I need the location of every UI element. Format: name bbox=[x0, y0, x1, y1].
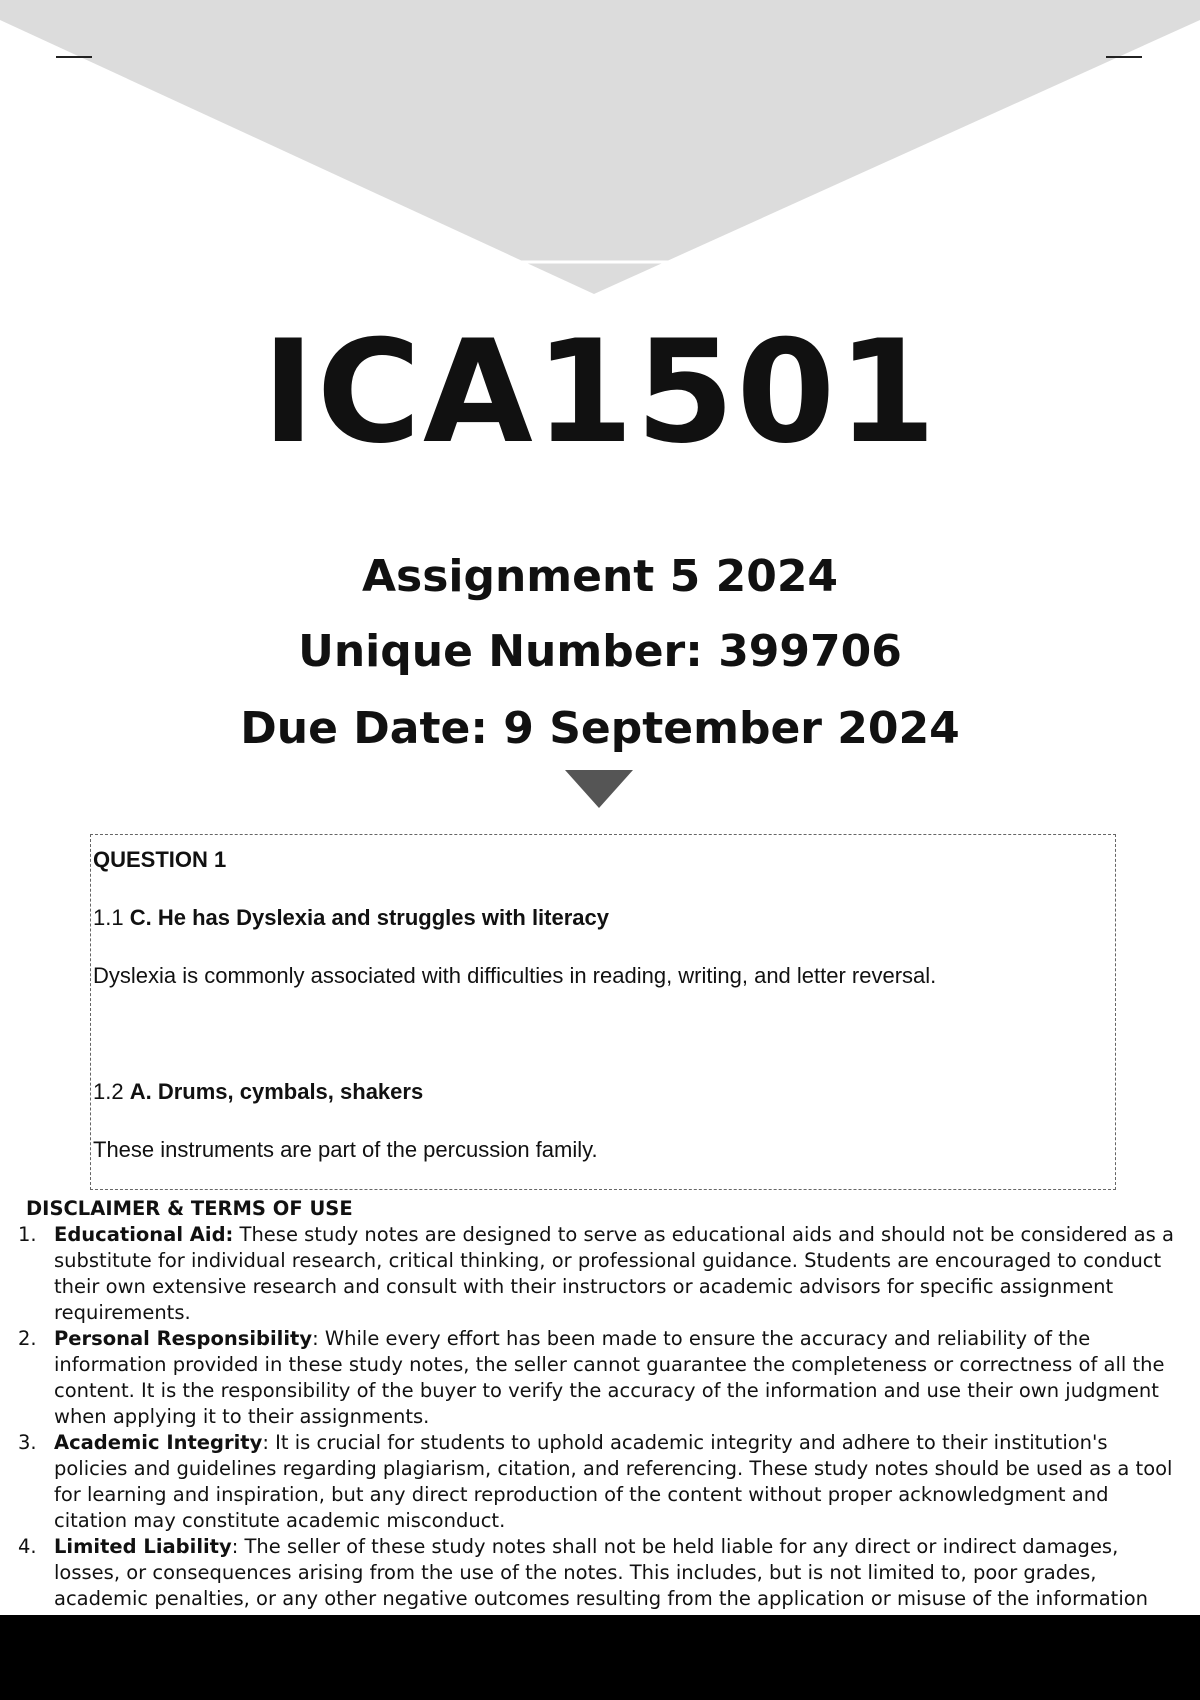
assignment-title: Assignment 5 2024 bbox=[361, 551, 839, 602]
term-item-academic-integrity bbox=[0, 1430, 1200, 1534]
term-heading: Limited Liability bbox=[54, 1535, 232, 1558]
due-date-line bbox=[0, 703, 1200, 754]
term-item-educational-aid bbox=[0, 1222, 1200, 1326]
answer-1-2 bbox=[93, 1079, 423, 1105]
unique-number-label: Unique Number: bbox=[298, 626, 703, 677]
module-code-title: ICA1501 bbox=[261, 310, 939, 475]
corner-rule-left bbox=[56, 56, 92, 58]
term-heading: Educational Aid: bbox=[54, 1223, 234, 1246]
term-number: 2. bbox=[18, 1327, 37, 1350]
term-text: : It is crucial for students to uphold academic integrity and adhere to their institution's policies and guidelines regarding plagiarism, citation, and referencing. These study notes should be used as a tool for learning and inspiration, but any direct reproduction of the content without proper acknowledgment and citation may constitute academic misconduct. bbox=[54, 1431, 1173, 1532]
answer-1-2-explanation: These instruments are part of the percussion family. bbox=[93, 1137, 598, 1162]
answer-1-1-number: 1.1 bbox=[93, 905, 124, 930]
term-number: 1. bbox=[18, 1223, 37, 1246]
term-number: 3. bbox=[18, 1431, 37, 1454]
term-text: : While every effort has been made to ensure the accuracy and reliability of the information provided in these study notes, the seller cannot guarantee the completeness or correctness of all the content. It is the responsibility of the buyer to verify the accuracy of the information and use their own judgment when applying it to their assignments. bbox=[54, 1327, 1165, 1428]
answer-1-2-number: 1.2 bbox=[93, 1079, 124, 1104]
answer-1-1-explanation: Dyslexia is commonly associated with difficulties in reading, writing, and letter reversal. bbox=[93, 963, 937, 988]
due-date-label: Due Date: bbox=[240, 703, 488, 754]
term-heading: Academic Integrity bbox=[54, 1431, 263, 1454]
corner-rule-right bbox=[1106, 56, 1142, 58]
unique-number-line bbox=[0, 626, 1200, 677]
bottom-black-bar bbox=[0, 1615, 1200, 1700]
term-item-limited-liability bbox=[0, 1534, 1200, 1612]
question-heading: QUESTION 1 bbox=[93, 847, 227, 872]
answer-1-2-choice: A. Drums, cymbals, shakers bbox=[129, 1079, 424, 1104]
answer-box bbox=[90, 834, 1116, 1190]
due-date-value: 9 September 2024 bbox=[503, 703, 960, 754]
answer-1-1 bbox=[93, 905, 609, 931]
header-chevron-graphic bbox=[0, 0, 1200, 300]
term-number: 4. bbox=[18, 1535, 37, 1558]
answer-1-1-choice: C. He has Dyslexia and struggles with literacy bbox=[129, 905, 610, 930]
term-item-personal-responsibility bbox=[0, 1326, 1200, 1430]
term-text: These study notes are designed to serve as educational aids and should not be considered as a substitute for individual research, critical thinking, or professional guidance. Students are encouraged to conduct their own extensive research and consult with their instructors or academic advisors for specific assignment requirements. bbox=[54, 1223, 1174, 1324]
disclaimer-title: DISCLAIMER & TERMS OF USE bbox=[26, 1197, 353, 1220]
unique-number-value: 399706 bbox=[718, 626, 902, 677]
down-arrow-icon bbox=[565, 770, 633, 808]
terms-list bbox=[0, 1222, 1200, 1612]
term-text: : The seller of these study notes shall not be held liable for any direct or indirect damages, losses, or consequences arising from the use of the notes. This includes, but is not limited to, poor grades, academic penalties, or any other negative outcomes resulting from the application or misuse of the information bbox=[54, 1535, 1149, 1610]
term-heading: Personal Responsibility bbox=[54, 1327, 313, 1350]
